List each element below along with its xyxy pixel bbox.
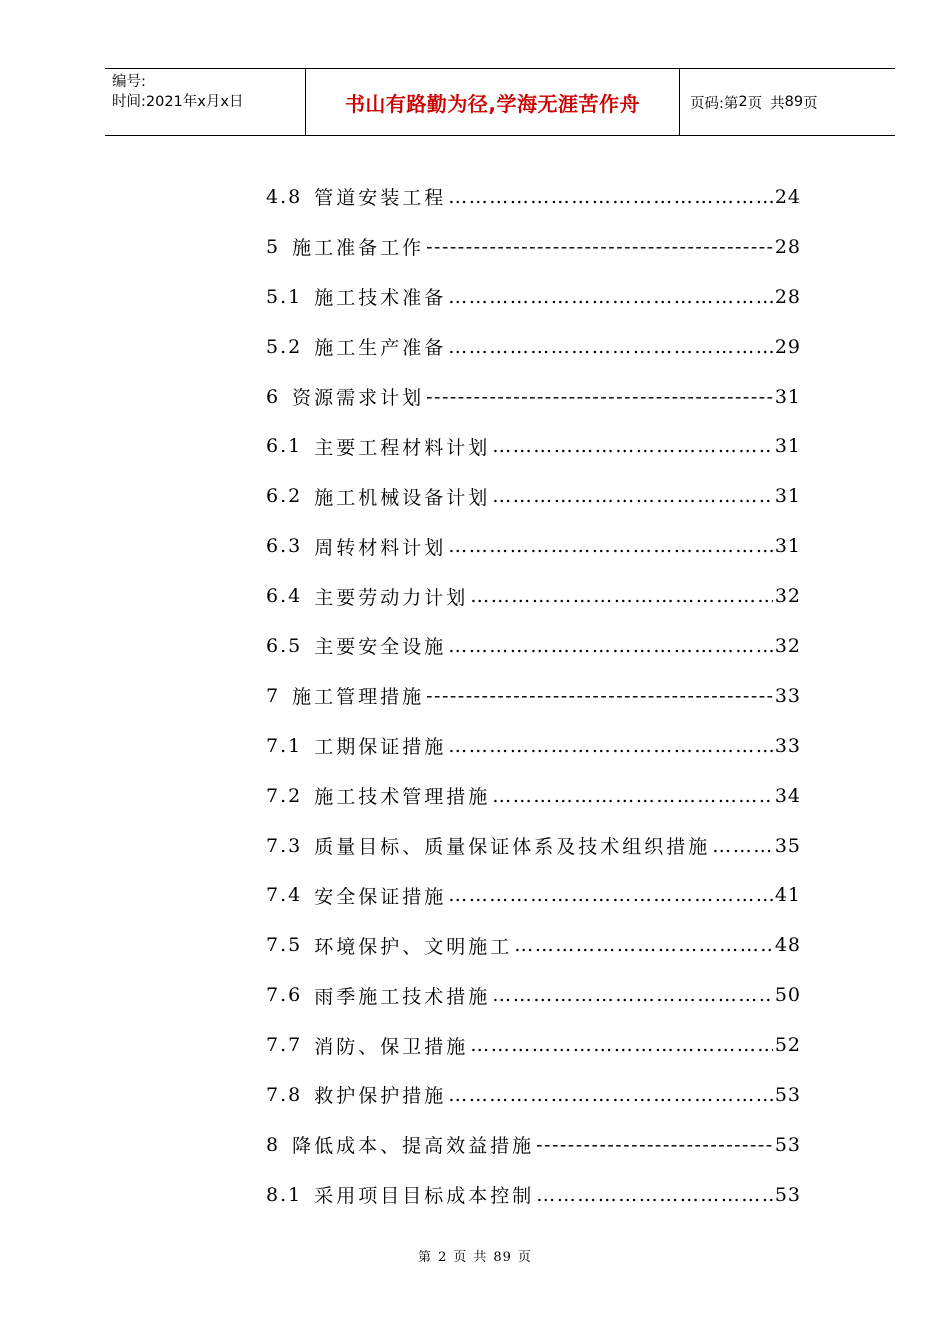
footer-mid: 页 — [453, 1250, 468, 1265]
toc-entry-title: 周转材料计划 — [314, 536, 447, 559]
header-page-label: 页码:第 — [690, 95, 739, 112]
header-motto: 书山有路勤为径,学海无涯苦作舟 — [344, 91, 641, 116]
toc-entry-title: 施工技术准备 — [314, 287, 447, 310]
toc-entry-page: 32 — [774, 634, 801, 657]
toc-entry-title: 雨季施工技术措施 — [314, 985, 491, 1008]
toc-entry-title: 环境保护、文明施工 — [314, 935, 513, 958]
toc-entry-title: 施工机械设备计划 — [314, 486, 491, 509]
toc-entry-leader — [448, 535, 773, 557]
footer-total: 89 — [493, 1250, 512, 1265]
toc-entry-leader — [448, 635, 773, 657]
toc-entry-page: 31 — [774, 435, 801, 458]
toc-entry-title: 施工准备工作 — [292, 237, 425, 260]
toc-entry[interactable] — [266, 421, 801, 471]
toc-entry[interactable] — [266, 222, 801, 272]
header-motto-cell — [306, 69, 680, 135]
toc-entry-number: 6.5 — [266, 634, 303, 657]
toc-entry-page: 28 — [774, 285, 801, 308]
toc-entry-number: 7.7 — [266, 1034, 303, 1057]
toc-entry-page: 32 — [774, 585, 801, 608]
toc-entry-page: 33 — [774, 734, 801, 757]
header-page-mid: 页 — [747, 95, 763, 112]
toc-entry-number: 8.1 — [266, 1183, 303, 1206]
toc-entry-number: 5.2 — [266, 335, 303, 358]
toc-entry-page: 29 — [774, 335, 801, 358]
toc-entry-page: 48 — [774, 934, 801, 957]
toc-entry-number: 6.4 — [266, 585, 303, 608]
toc-entry-title: 施工生产准备 — [314, 337, 447, 360]
toc-entry[interactable] — [266, 1170, 801, 1220]
toc-entry-number: 7.2 — [266, 784, 303, 807]
toc-entry-number: 8 — [266, 1133, 281, 1156]
page-header — [105, 68, 895, 136]
toc-entry-leader — [426, 386, 773, 408]
toc-entry-title: 消防、保卫措施 — [314, 1035, 469, 1058]
toc-entry-page: 33 — [774, 684, 801, 707]
toc-entry-leader — [492, 435, 773, 457]
toc-entry-leader — [448, 286, 773, 308]
toc-entry-page: 34 — [774, 784, 801, 807]
toc-entry[interactable] — [266, 172, 801, 222]
toc-entry-page: 53 — [774, 1083, 801, 1106]
page-footer — [0, 1246, 950, 1265]
toc-entry[interactable] — [266, 721, 801, 771]
toc-entry-leader — [712, 835, 773, 857]
header-page-total-prefix: 共 — [770, 95, 785, 112]
toc-entry[interactable] — [266, 970, 801, 1020]
header-page-total: 89 — [784, 94, 804, 110]
toc-entry-number: 7.4 — [266, 884, 303, 907]
toc-entry-number: 6.1 — [266, 435, 303, 458]
toc-entry-number: 5 — [266, 235, 281, 258]
toc-entry-title: 质量目标、质量保证体系及技术组织措施 — [314, 836, 711, 859]
toc-entry-title: 主要安全设施 — [314, 636, 447, 659]
toc-entry[interactable] — [266, 671, 801, 721]
toc-entry-title: 降低成本、提高效益措施 — [292, 1135, 535, 1158]
toc-entry-title: 管道安装工程 — [314, 187, 447, 210]
toc-entry-title: 工期保证措施 — [314, 736, 447, 759]
toc-entry-title: 主要工程材料计划 — [314, 436, 491, 459]
header-meta-cell — [105, 69, 306, 135]
header-page-suffix: 页 — [803, 95, 818, 112]
toc-entry-page: 31 — [774, 385, 801, 408]
toc-entry-title: 采用项目目标成本控制 — [314, 1185, 535, 1208]
toc-entry-number: 6.2 — [266, 485, 303, 508]
toc-entry-page: 35 — [774, 834, 801, 857]
toc-entry-leader — [448, 186, 773, 208]
toc-entry-page: 50 — [774, 984, 801, 1007]
header-page-current: 2 — [738, 94, 748, 110]
document-code-label: 编号: — [112, 74, 146, 90]
toc-entry-page: 24 — [774, 185, 801, 208]
toc-entry-title: 施工技术管理措施 — [314, 786, 491, 809]
toc-entry-number: 7.1 — [266, 734, 303, 757]
toc-entry-leader — [448, 336, 773, 358]
toc-entry-number: 4.8 — [266, 185, 303, 208]
document-time-label: 时间:2021年x月x日 — [112, 94, 244, 110]
toc-entry-page: 31 — [774, 535, 801, 558]
toc-entry-title: 资源需求计划 — [292, 387, 425, 409]
toc-entry[interactable] — [266, 471, 801, 521]
toc-entry-number: 7 — [266, 684, 281, 707]
toc-entry-leader — [448, 1084, 773, 1106]
header-page-cell — [680, 69, 895, 135]
toc-entry-leader — [514, 934, 773, 956]
toc-entry[interactable] — [266, 1020, 801, 1070]
toc-entry[interactable] — [266, 372, 801, 422]
toc-entry-leader — [470, 1034, 773, 1056]
toc-entry-page: 31 — [774, 485, 801, 508]
toc-entry[interactable] — [266, 621, 801, 671]
toc-entry-page: 28 — [774, 235, 801, 258]
toc-entry-number: 7.6 — [266, 984, 303, 1007]
toc-entry[interactable] — [266, 771, 801, 821]
toc-entry-leader — [426, 236, 773, 258]
footer-suffix: 页 — [517, 1250, 532, 1265]
footer-total-prefix: 共 — [473, 1250, 488, 1265]
toc-entry-leader — [448, 735, 773, 757]
toc-entry-leader — [536, 1184, 773, 1206]
footer-current: 2 — [438, 1250, 448, 1265]
toc-entry-number: 7.5 — [266, 934, 303, 957]
toc-entry-page: 53 — [774, 1133, 801, 1156]
toc-entry[interactable] — [266, 521, 801, 571]
toc-entry-number: 7.3 — [266, 834, 303, 857]
toc-entry-number: 7.8 — [266, 1083, 303, 1106]
table-of-contents — [266, 172, 801, 1220]
toc-entry[interactable] — [266, 821, 801, 871]
toc-entry-title: 安全保证措施 — [314, 885, 447, 908]
toc-entry[interactable] — [266, 571, 801, 621]
toc-entry-leader — [536, 1134, 773, 1156]
toc-entry-number: 6.3 — [266, 535, 303, 558]
toc-entry-leader — [470, 585, 773, 607]
toc-entry-leader — [492, 485, 773, 507]
toc-entry[interactable] — [266, 272, 801, 322]
toc-entry-leader — [426, 685, 773, 707]
toc-entry[interactable] — [266, 1070, 801, 1120]
toc-entry[interactable] — [266, 920, 801, 970]
toc-entry[interactable] — [266, 870, 801, 920]
toc-entry-page: 41 — [774, 884, 801, 907]
toc-entry[interactable] — [266, 322, 801, 372]
toc-entry[interactable] — [266, 1120, 801, 1170]
toc-entry-title: 主要劳动力计划 — [314, 586, 469, 609]
toc-entry-title: 施工管理措施 — [292, 686, 425, 709]
toc-entry-leader — [492, 785, 773, 807]
toc-entry-page: 52 — [774, 1034, 801, 1057]
toc-entry-leader — [492, 984, 773, 1006]
toc-entry-title: 救护保护措施 — [314, 1085, 447, 1108]
toc-entry-page: 53 — [774, 1183, 801, 1206]
toc-entry-leader — [448, 884, 773, 906]
toc-entry-number: 5.1 — [266, 285, 303, 308]
footer-prefix: 第 — [418, 1250, 433, 1265]
toc-entry-number: 6 — [266, 385, 281, 408]
